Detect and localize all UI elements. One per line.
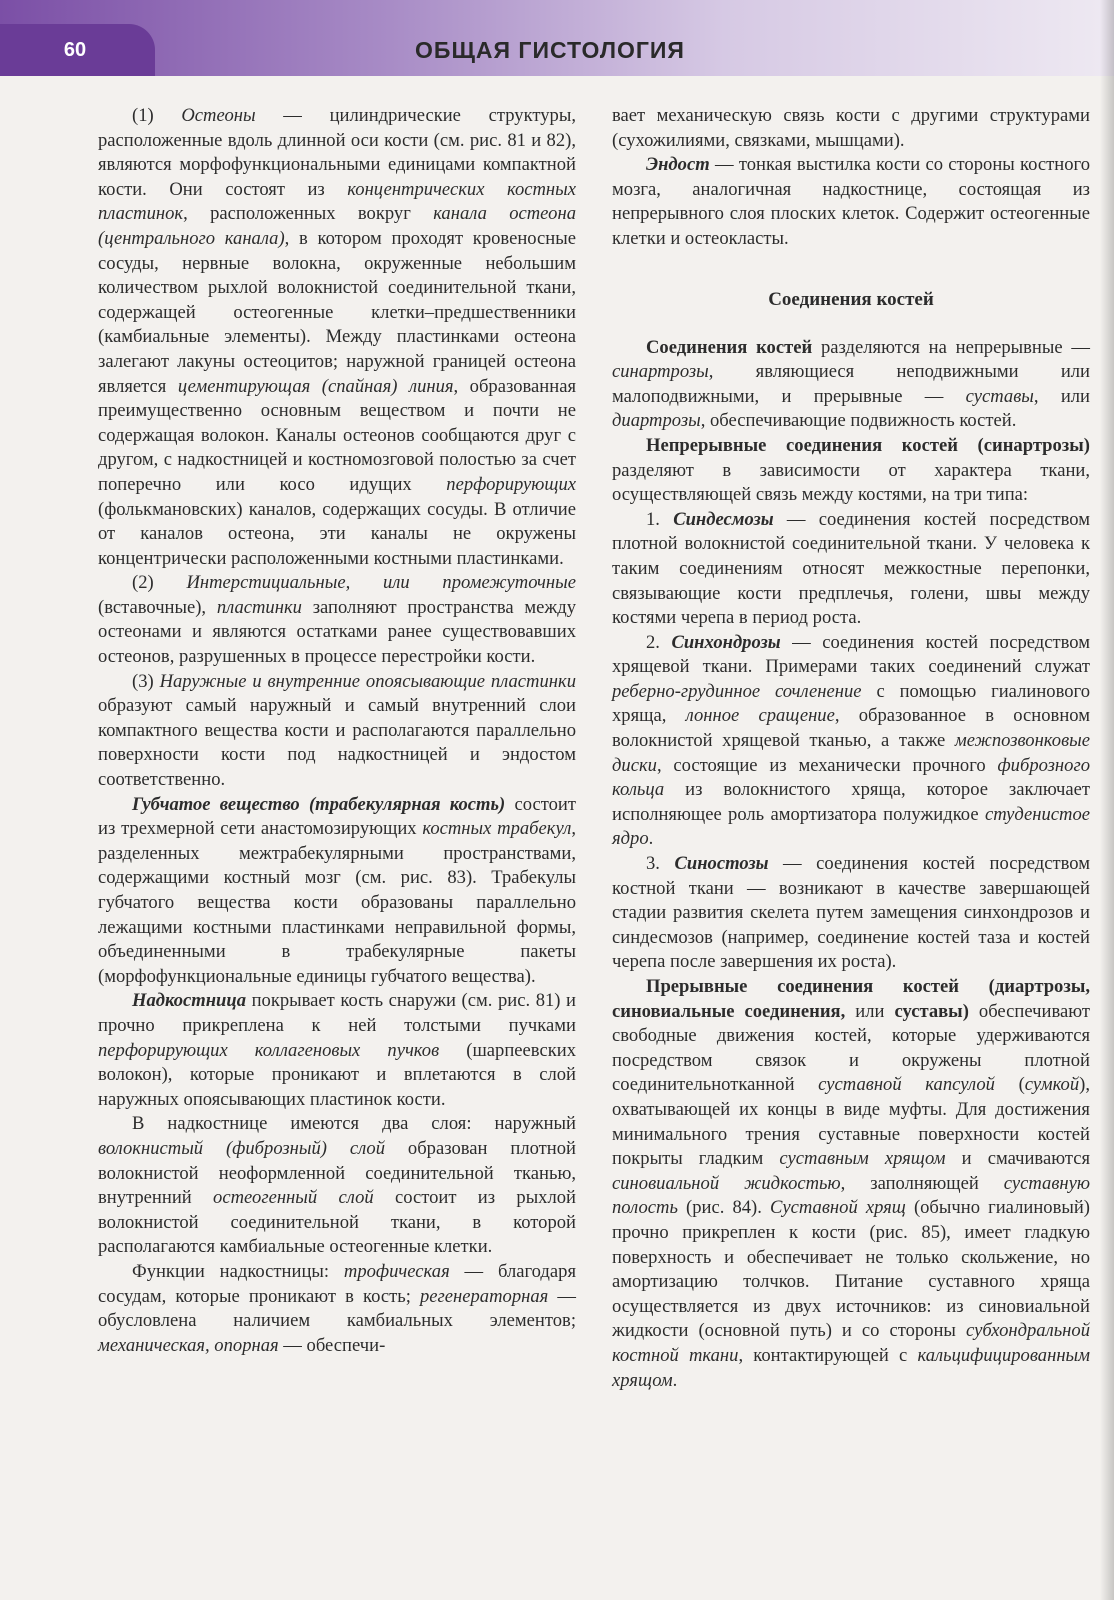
paragraph-diarthroses: Прерывные соединения костей (диартрозы, синовиальные соединения, или суставы) обеспечивают свободные движения костей, которые удерживаются посредством связок и окружены плотной соединительнотканной суставной капсулой (сумкой), охватывающей их концы в виде муфты. Для достижения минимального трения суставные поверхности костей покрыты гладким суставным хрящом и смачиваются синовиальной жидкостью, заполняющей суставную полость (рис. 84). Суставной хрящ (обычно гиалиновый) прочно прикреплен к кости (рис. 85), имеет гладкую поверхность и обеспечивает не только скольжение, но амортизацию толчков. Питание суставного хряща осуществляется из двух источников: из синовиальной жидкости (основной путь) и со стороны субхондральной костной ткани, контактирующей с кальцифицированным хрящом. — [612, 976, 1091, 1391]
paragraph-circumferential-lamellae: (3) Наружные и внутренние опоясывающие пластинки образуют самый наружный и самый внутренний слои компактного вещества кости и располагаются параллельно поверхности кости под надкостницей и эндостом соответственно. — [98, 670, 576, 791]
paragraph-synchondroses: 2. Синхондрозы — соединения костей посредством хрящевой ткани. Примерами таких соединений служат реберно-грудинное сочленение с помощью гиалинового хряща, лонное сращение, образованное в основном волокнистой хрящевой тканью, а также межпозвонковые диски, состоящие из механически прочного фиброзного кольца из волокнистого хряща, которое заключает исполняющее роль амортизатора полужидкое студенистое ядро. — [612, 631, 1090, 850]
paragraph-continuation: вает механическую связь кости с другими структурами (сухожилиями, связками, мышцами). — [612, 105, 1090, 151]
paragraph-osteons: (1) Остеоны — цилиндрические структуры, расположенные вдоль длинной оси кости (см. рис. 81 и 82), являются морфофункциональными единицами компактной кости. Они состоят из концентрических костных пластинок, расположенных вокруг канала остеона (центрального канала), в котором проходят кровеносные сосуды, нервные волокна, окруженные небольшим количеством рыхлой волокнистой соединительной ткани, содержащей остеогенные клетки–предшественники (камбиальные элементы). Между пластинками остеона залегают лакуны остеоцитов; наружной границей остеона является цементирующая (спайная) линия, образованная преимущественно основным веществом и почти не содержащая волокон. Каналы остеонов сообщаются друг с другом, с надкостницей и костномозговой полостью за счет поперечно или косо идущих перфорирующих (фолькмановских) каналов, содержащих сосуды. В отличие от каналов остеона, эти каналы не окружены концентрически расположенными костными пластинками. — [98, 105, 577, 569]
paragraph-periosteum: Надкостница покрывает кость снаружи (см. рис. 81) и прочно прикреплена к ней толстыми пучками перфорирующих коллагеновых пучков (шарпеевских волокон), которые проникают и вплетаются в слой наружных опоясывающих пластинок кости. — [98, 990, 576, 1110]
paragraph-synarthroses: Непрерывные соединения костей (синартрозы) разделяют в зависимости от характера ткани, осуществляющей связь между костями, на три типа: — [612, 434, 1090, 506]
page-number: 60 — [63, 38, 87, 61]
right-column — [612, 104, 1090, 1393]
page-edge-shadow — [1100, 0, 1114, 1600]
chapter-title: ОБЩАЯ ГИСТОЛОГИЯ — [415, 36, 685, 63]
paragraph-synostoses: 3. Синостозы — соединения костей посредством костной ткани — возникают в качестве завершающей стадии развития скелета путем замещения синхондрозов и синдесмозов (например, соединение костей таза и костей черепа после завершения их роста). — [612, 853, 1090, 973]
paragraph-syndesmoses: 1. Синдесмозы — соединения костей посредством плотной волокнистой соединительной ткани. У человека к таким соединениям относят межкостные перепонки, связывающие кости предплечья, голени, швы между костями черепа в период роста. — [612, 508, 1090, 629]
paragraph-periosteum-layers: В надкостнице имеются два слоя: наружный волокнистый (фиброзный) слой образован плотной волокнистой неоформленной соединительной тканью, внутренний остеогенный слой состоит из рыхлой волокнистой соединительной ткани, в которой располагаются камбиальные остеогенные клетки. — [98, 1113, 577, 1258]
paragraph-spongy-bone: Губчатое вещество (трабекулярная кость) состоит из трехмерной сети анастомозирующих костных трабекул, разделенных межтрабекулярными пространствами, содержащими костный мозг (см. рис. 83). Трабекулы губчатого вещества кости образованы параллельно лежащими костными пластинками неправильной формы, объединенными в трабекулярные пакеты (морфофункциональные единицы губчатого вещества). — [98, 793, 576, 987]
paragraph-periosteum-functions: Функции надкостницы: трофическая — благодаря сосудам, которые проникают в кость; регенераторная — обусловлена наличием камбиальных элементов; механическая, опорная — обеспечи- — [98, 1260, 576, 1356]
section-heading: Соединения костей — [768, 288, 934, 310]
paragraph-endosteum: Эндост — тонкая выстилка кости со стороны костного мозга, аналогичная надкостнице, состоящая из непрерывного слоя плоских клеток. Содержит остеогенные клетки и остеокласты. — [612, 154, 1090, 249]
paragraph-joints-intro: Соединения костей разделяются на непрерывные — синартрозы, являющиеся неподвижными или малоподвижными, и прерывные — суставы, или диартрозы, обеспечивающие подвижность костей. — [612, 336, 1091, 432]
left-column — [98, 104, 576, 1358]
paragraph-interstitial-lamellae: (2) Интерстициальные, или промежуточные (вставочные), пластинки заполняют пространства между остеонами и являются остатками ранее существовавших остеонов, разрушенных в процессе перестройки кости. — [98, 572, 576, 668]
